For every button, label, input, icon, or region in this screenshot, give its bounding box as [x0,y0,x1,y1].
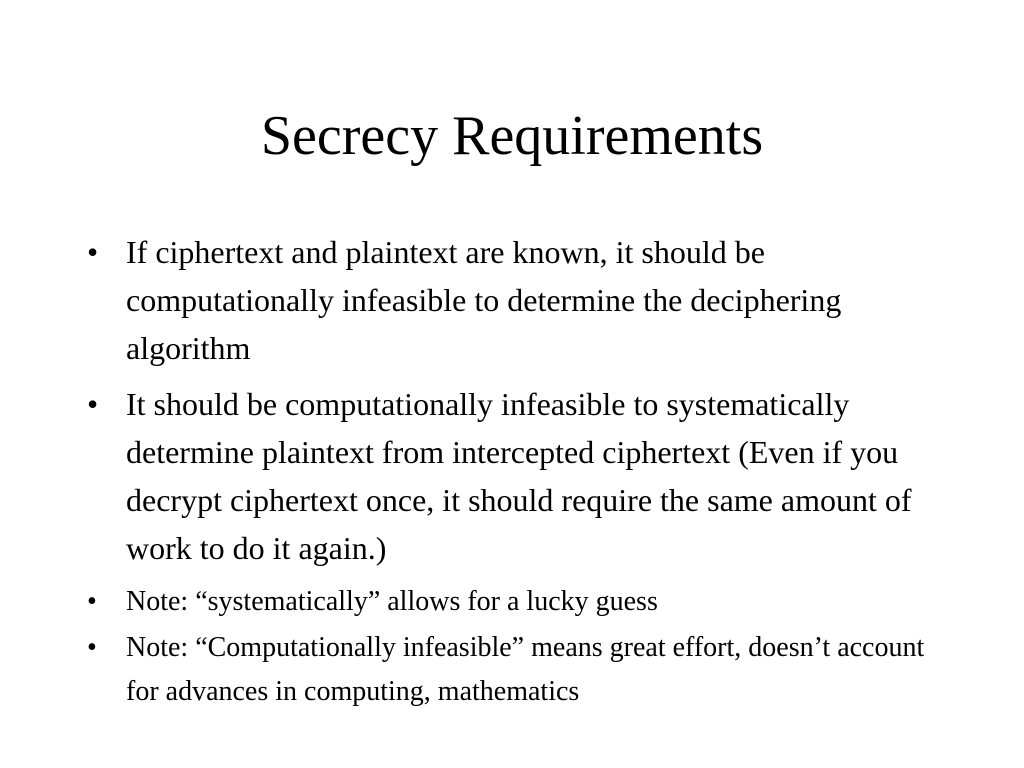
bullet-icon: • [87,386,99,422]
bullet-icon: • [87,586,97,617]
bullet-text: Note: “Computationally infeasible” means great effort, doesn’t account for advances in computing, mathematics [126,632,925,707]
bullet-text: Note: “systematically” allows for a lucky guess [126,586,658,617]
bullet-item-known-plaintext [83,228,953,372]
bullet-icon: • [87,632,97,663]
bullet-icon: • [87,234,99,270]
bullet-list [83,228,953,714]
slide-title: Secrecy Requirements [260,105,764,167]
bullet-item-note-systematically [83,580,953,624]
bullet-text: It should be computationally infeasible to systematically determine plaintext from intercepted ciphertext (Even if you decrypt ciphertext once, it should require the same amount of work to do it again.) [126,386,912,566]
bullet-text: If ciphertext and plaintext are known, it should be computationally infeasible to determine the deciphering algorithm [126,234,842,366]
bullet-item-systematic-determination [83,380,953,572]
bullet-item-note-infeasible [83,626,953,714]
